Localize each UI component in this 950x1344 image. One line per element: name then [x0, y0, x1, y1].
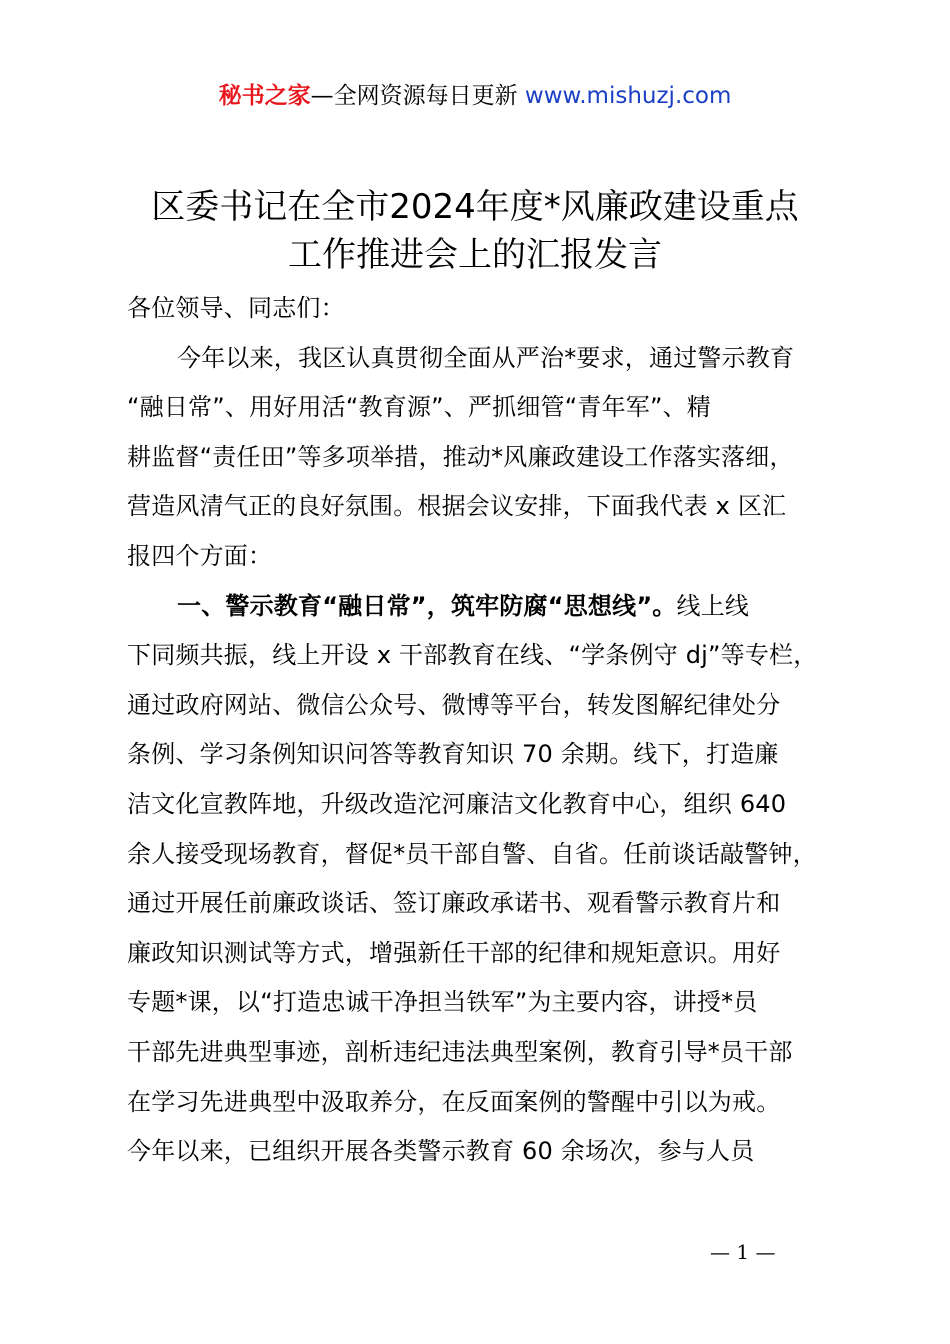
- document-title-line-2: 工作推进会上的汇报发言: [288, 235, 662, 275]
- document-title-line-1: 区委书记在全市2024年度*风廉政建设重点: [151, 187, 799, 227]
- body-line: 营造风清气正的良好氛围。根据会议安排，下面我代表 x 区汇: [127, 492, 787, 521]
- body-line: 今年以来，已组织开展各类警示教育 60 余场次，参与人员: [127, 1137, 755, 1166]
- site-tagline: —全网资源每日更新: [310, 83, 525, 109]
- body-line: 下同频共振，线上开设 x 干部教育在线、“学条例守 dj”等专栏，: [127, 641, 818, 670]
- salutation: 各位领导、同志们：: [127, 294, 345, 322]
- body-line: 通过开展任前廉政谈话、签订廉政承诺书、观看警示教育片和: [127, 889, 781, 918]
- body-line: 专题*课，以“打造忠诚干净担当铁军”为主要内容，讲授*员: [127, 988, 758, 1017]
- body-line: “融日常”、用好用活“教育源”、严抓细管“青年军”、精: [127, 393, 711, 422]
- site-name: 秘书之家: [218, 83, 311, 109]
- body-line: 今年以来，我区认真贯彻全面从严治*要求，通过警示教育: [177, 343, 795, 372]
- body-line: 余人接受现场教育，督促*员干部自警、自省。任前谈话敲警钟，: [127, 839, 817, 868]
- body-line: 条例、学习条例知识问答等教育知识 70 余期。线下，打造廉: [127, 740, 779, 769]
- site-header: [0, 80, 950, 112]
- body-line: 通过政府网站、微信公众号、微博等平台，转发图解纪律处分: [127, 690, 781, 719]
- document-body: [127, 284, 833, 1177]
- document-title: [60, 183, 890, 279]
- body-line: 耕监督“责任田”等多项举措，推动*风廉政建设工作落实落细，: [127, 442, 794, 471]
- body-line: 洁文化宣教阵地，升级改造沱河廉洁文化教育中心，组织 640: [127, 789, 787, 818]
- page-number: — 1 —: [710, 1240, 776, 1264]
- section-1-heading: 一、警示教育“融日常”，筑牢防腐“思想线”。: [177, 591, 677, 620]
- body-line: 报四个方面：: [127, 541, 273, 570]
- body-line: 在学习先进典型中汲取养分，在反面案例的警醒中引以为戒。: [127, 1087, 781, 1116]
- body-line: 干部先进典型事迹，剖析违纪违法典型案例，教育引导*员干部: [127, 1037, 793, 1066]
- body-line: 廉政知识测试等方式，增强新任干部的纪律和规矩意识。用好: [127, 938, 781, 967]
- site-url-link[interactable]: www.mishuzj.com: [524, 83, 732, 109]
- section-1-first-line-tail: 线上线: [676, 591, 750, 620]
- section-1-first-line: [127, 582, 833, 632]
